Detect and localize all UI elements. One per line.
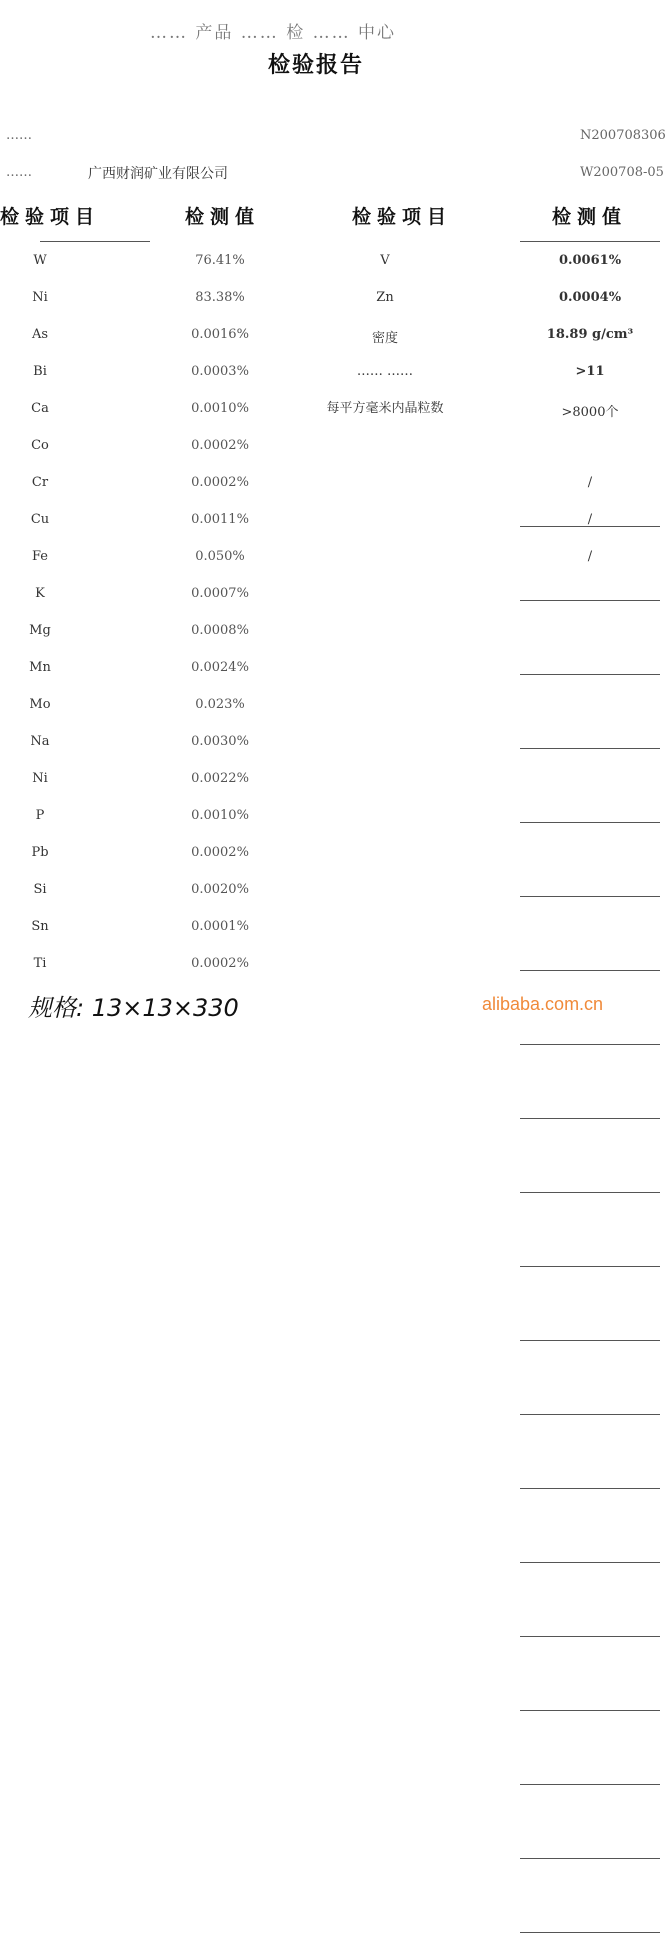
row-value: 0.050%: [195, 549, 245, 564]
row-item: Na: [30, 734, 50, 749]
row-value: 0.0002%: [191, 475, 249, 490]
row-item: Ti: [33, 956, 47, 971]
row-value-2: /: [587, 549, 593, 564]
table-row: [0, 430, 667, 467]
row-value-2: 0.0004%: [558, 290, 622, 305]
row-item: Mn: [29, 660, 51, 675]
report-subtitle: …… 产品 …… 检 …… 中心: [150, 23, 397, 43]
row-rule: [520, 1488, 660, 1489]
row-value: 0.0002%: [191, 845, 249, 860]
row-item: P: [35, 808, 45, 823]
row-item: As: [31, 327, 49, 342]
row-value: 0.0030%: [191, 734, 249, 749]
row-item: W: [33, 253, 47, 268]
column-header-value-left: 检测值: [185, 206, 261, 228]
row-item: Sn: [31, 919, 49, 934]
row-value: 0.0016%: [191, 327, 249, 342]
column-header-item-right: 检验项目: [352, 206, 453, 228]
row-item: Pb: [31, 845, 49, 860]
table-row: [0, 504, 667, 541]
row-item-2: V: [380, 253, 390, 268]
table-row: [0, 689, 667, 726]
table-row: [0, 467, 667, 504]
row-value-2: /: [587, 512, 593, 527]
row-value: 0.0008%: [191, 623, 249, 638]
row-value: 0.0001%: [191, 919, 249, 934]
row-item: Mo: [29, 697, 51, 712]
table-row: [0, 615, 667, 652]
row-item: Ni: [32, 771, 48, 786]
row-value: 0.0002%: [191, 438, 249, 453]
row-rule: [520, 1044, 660, 1045]
row-item: Si: [33, 882, 47, 897]
table-row: [0, 948, 667, 985]
row-item: Mg: [29, 623, 51, 638]
watermark: alibaba.com.cn: [482, 994, 604, 1014]
row-rule: [520, 1710, 660, 1711]
row-value: 0.0020%: [191, 882, 249, 897]
table-row: [0, 578, 667, 615]
table-row: [0, 837, 667, 874]
row-rule: [520, 1636, 660, 1637]
row-item: Ca: [31, 401, 49, 416]
row-item-2: 密度: [371, 331, 398, 346]
table-row: [0, 726, 667, 763]
header-rule: [40, 241, 150, 242]
row-item: Co: [31, 438, 49, 453]
report-title: 检验报告: [268, 52, 365, 78]
row-item-2: Zn: [376, 290, 394, 305]
spec-handwriting: 规格: 13×13×330: [28, 994, 239, 1022]
client-name: 广西财润矿业有限公司: [88, 166, 228, 182]
header-rule: [520, 241, 660, 242]
row-value-2: 18.89 g/cm³: [546, 327, 634, 342]
row-item: Cr: [31, 475, 49, 490]
row-rule: [520, 1192, 660, 1193]
table-row: [0, 319, 667, 356]
row-value: 0.0007%: [191, 586, 249, 601]
row-rule: [520, 1562, 660, 1563]
row-value: 0.0010%: [191, 401, 249, 416]
table-row: [0, 800, 667, 837]
row-value: 83.38%: [195, 290, 245, 305]
row-value-2: >11: [575, 364, 605, 379]
table-row: [0, 356, 667, 393]
table-row: [0, 393, 667, 430]
row-value-2: /: [587, 475, 593, 490]
row-rule: [520, 1858, 660, 1859]
table-row: [0, 911, 667, 948]
row-value: 0.023%: [195, 697, 245, 712]
row-item: Cu: [30, 512, 50, 527]
table-row: [0, 652, 667, 689]
row-rule: [520, 1118, 660, 1119]
meta-left-2: ……: [6, 165, 32, 180]
row-item-2: …… ……: [356, 364, 414, 379]
row-item: Ni: [32, 290, 48, 305]
row-value: 0.0024%: [191, 660, 249, 675]
row-rule: [520, 1414, 660, 1415]
row-item: K: [35, 586, 45, 601]
table-row: [0, 282, 667, 319]
table-row: [0, 245, 667, 282]
row-value: 0.0022%: [191, 771, 249, 786]
meta-right-2: W200708-05: [580, 165, 664, 180]
row-item-2: 每平方毫米内晶粒数: [326, 401, 444, 416]
row-value-2: 0.0061%: [558, 253, 622, 268]
meta-left-1: ……: [6, 128, 32, 143]
row-value-2: >8000个: [561, 405, 619, 420]
table-row: [0, 874, 667, 911]
row-rule: [520, 1784, 660, 1785]
column-header-item-left: 检验项目: [0, 206, 101, 228]
row-value: 76.41%: [195, 253, 245, 268]
row-item: Fe: [31, 549, 48, 564]
row-rule: [520, 1266, 660, 1267]
row-value: 0.0002%: [191, 956, 249, 971]
row-value: 0.0011%: [191, 512, 249, 527]
row-value: 0.0010%: [191, 808, 249, 823]
column-header-value-right: 检测值: [552, 206, 628, 228]
table-row: [0, 541, 667, 578]
row-rule: [520, 1340, 660, 1341]
row-value: 0.0003%: [191, 364, 249, 379]
table-row: [0, 763, 667, 800]
row-item: Bi: [33, 364, 47, 379]
meta-right-1: N200708306: [580, 128, 666, 143]
